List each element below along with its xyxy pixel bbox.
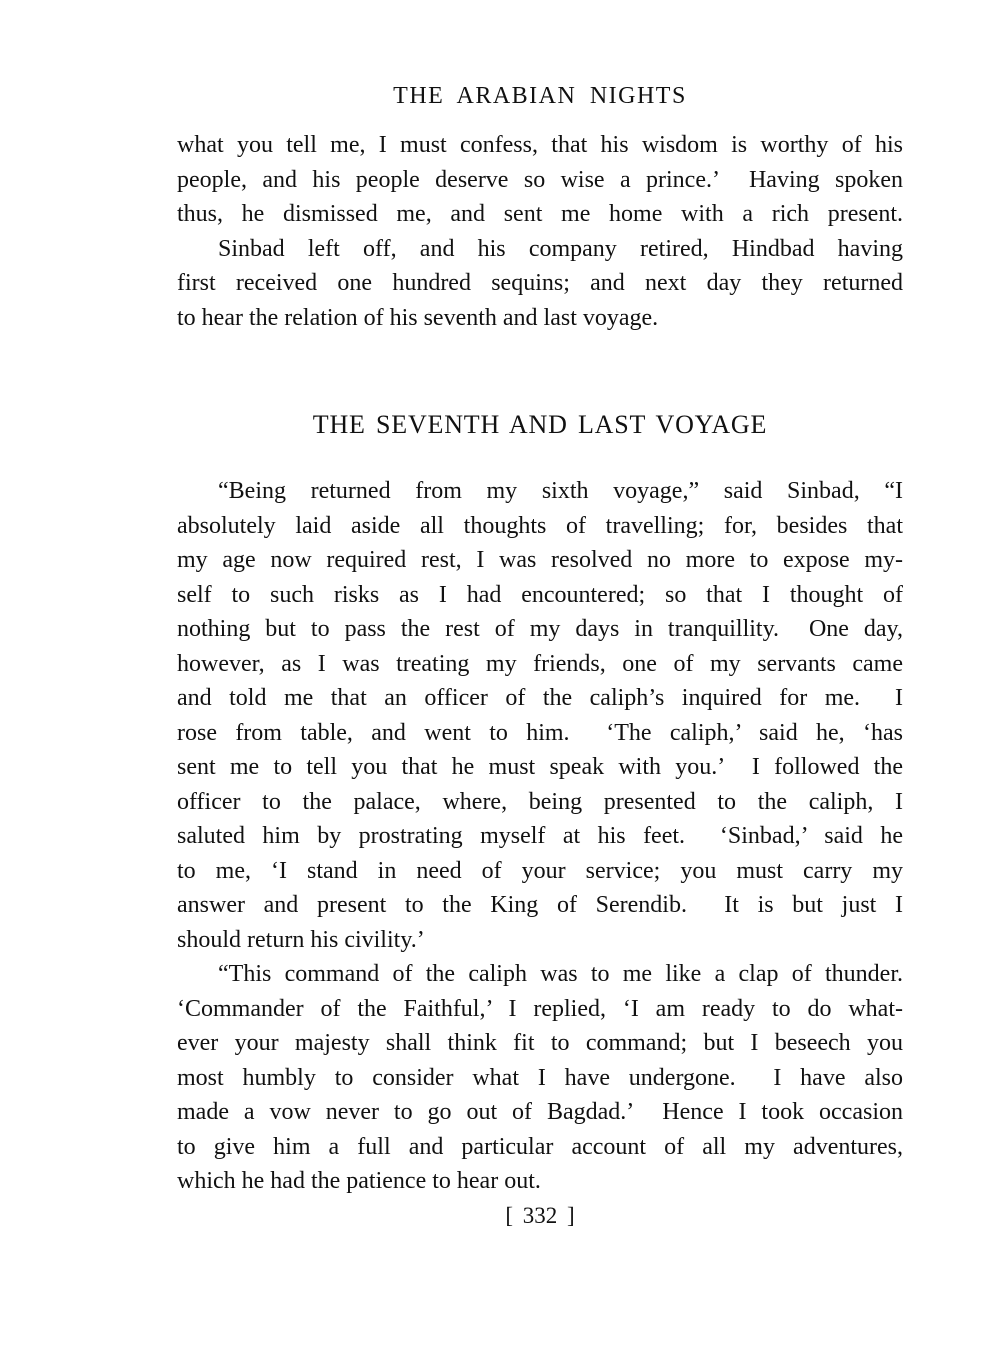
text-line: should return his civility.’	[177, 926, 425, 953]
text-line: most humbly to consider what I have undergone. I have also	[177, 1064, 903, 1091]
text-line: made a vow never to go out of Bagdad.’ Hence I took occasion	[177, 1099, 903, 1125]
text-line: my age now required rest, I was resolved no more to expose my-	[177, 547, 903, 573]
text-line: nothing but to pass the rest of my days in tranquillity. One day,	[177, 616, 903, 642]
text-line: “This command of the caliph was to me like a clap of thunder.	[218, 961, 903, 987]
page-number: [ 332 ]	[505, 1203, 575, 1228]
text-line: ‘Commander of the Faithful,’ I replied, ‘I am ready to do what-	[177, 995, 903, 1022]
text-line: what you tell me, I must confess, that his wisdom is worthy of his	[177, 132, 903, 158]
text-line: self to such risks as I had encountered; so that I thought of	[177, 581, 903, 608]
text-line: first received one hundred sequins; and next day they returned	[177, 270, 903, 296]
text-line: to give him a full and particular account of all my adventures,	[177, 1133, 903, 1160]
text-line: people, and his people deserve so wise a prince.’ Having spoken	[177, 166, 903, 193]
text-line: rose from table, and went to him. ‘The caliph,’ said he, ‘has	[177, 719, 903, 746]
text-line: ever your majesty shall think fit to command; but I beseech you	[177, 1030, 903, 1056]
text-line: sent me to tell you that he must speak with you.’ I followed the	[177, 754, 903, 780]
text-line: which he had the patience to hear out.	[177, 1168, 541, 1194]
running-head: THE ARABIAN NIGHTS	[393, 83, 687, 109]
text-line: thus, he dismissed me, and sent me home with a rich present.	[177, 201, 903, 227]
text-line: to me, ‘I stand in need of your service; you must carry my	[177, 857, 903, 884]
text-line: answer and present to the King of Serendib. It is but just I	[177, 892, 903, 918]
text-line: “Being returned from my sixth voyage,” said Sinbad, “I	[218, 478, 903, 504]
text-line: officer to the palace, where, being presented to the caliph, I	[177, 788, 903, 815]
chapter-body	[177, 474, 903, 1199]
text-line: to hear the relation of his seventh and last voyage.	[177, 304, 659, 331]
text-line: saluted him by prostrating myself at his feet. ‘Sinbad,’ said he	[177, 823, 903, 849]
text-line: and told me that an officer of the caliph’s inquired for me. I	[177, 685, 903, 711]
text-line: however, as I was treating my friends, one of my servants came	[177, 650, 903, 677]
text-line: Sinbad left off, and his company retired, Hindbad having	[218, 235, 903, 262]
closing-paragraphs	[177, 128, 903, 335]
text-line: absolutely laid aside all thoughts of travelling; for, besides that	[177, 512, 903, 539]
chapter-title: THE SEVENTH AND LAST VOYAGE	[312, 410, 768, 439]
